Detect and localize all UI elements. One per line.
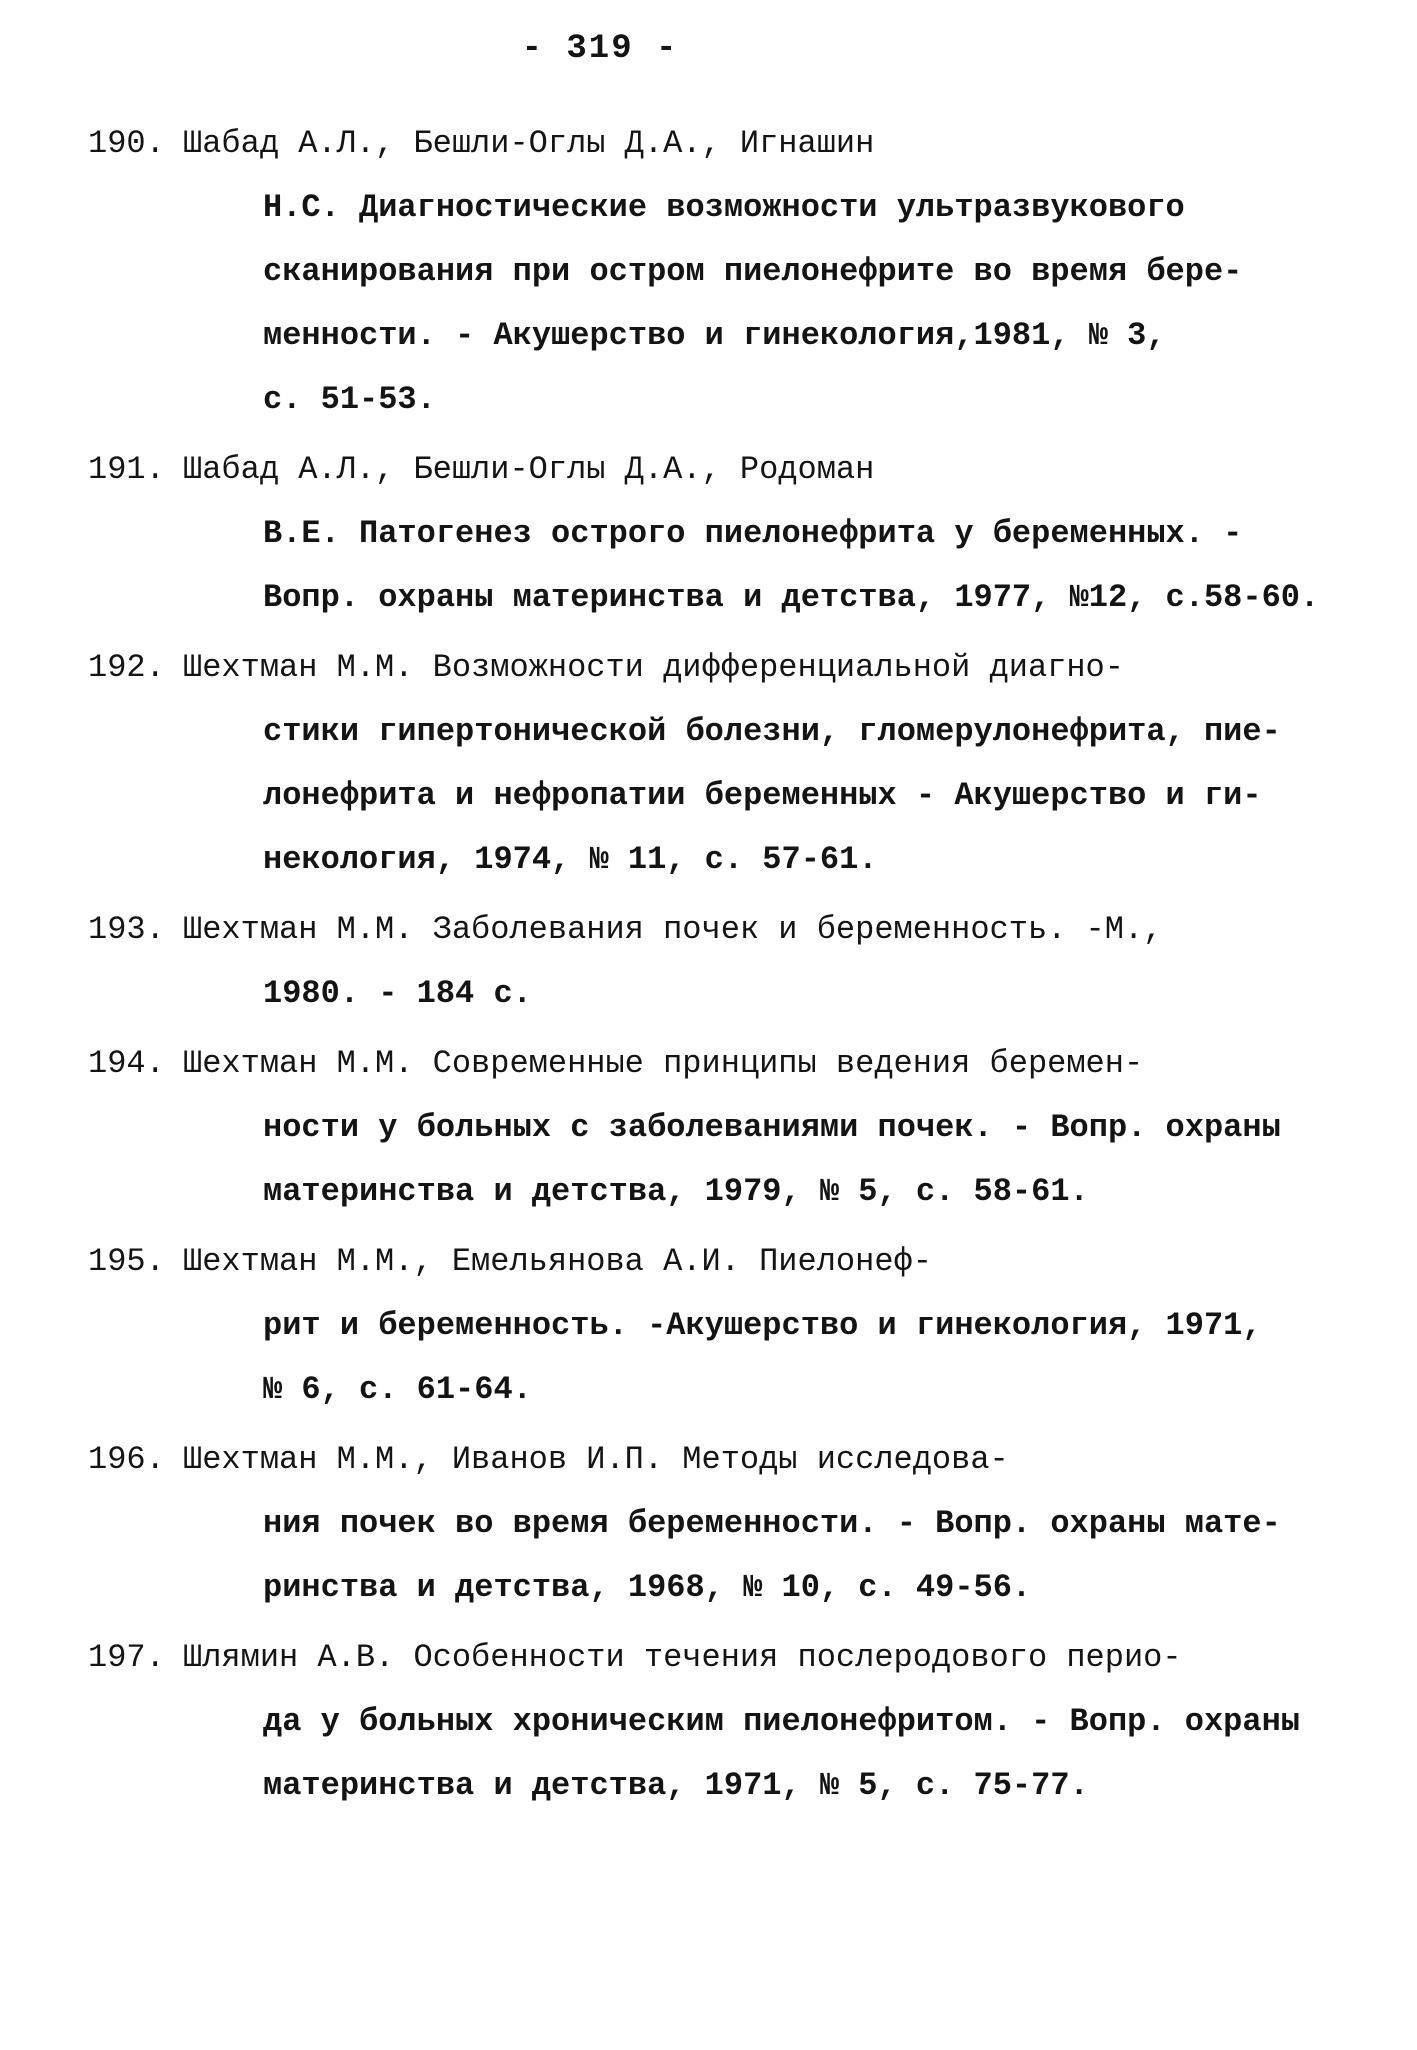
entry-number: 193. xyxy=(88,911,165,948)
bibliography-list xyxy=(0,112,1417,1824)
entry-line: да у больных хроническим пиелонефритом. - Вопр. охраны xyxy=(263,1703,1300,1740)
entry-line: материнства и детства, 1971, № 5, с. 75-77. xyxy=(263,1767,1089,1804)
bibliography-entry-190 xyxy=(0,112,1417,432)
entry-line: ринства и детства, 1968, № 10, с. 49-56. xyxy=(263,1569,1032,1606)
entry-number: 196. xyxy=(88,1441,165,1478)
entry-number: 195. xyxy=(88,1243,165,1280)
entry-line: Шехтман М.М. Возможности дифференциальной диагно- xyxy=(183,649,1124,686)
entry-line: ния почек во время беременности. - Вопр. охраны мате- xyxy=(263,1505,1281,1542)
entry-number: 192. xyxy=(88,649,165,686)
entry-line: Шехтман М.М. Заболевания почек и беременность. -М., xyxy=(183,911,1163,948)
bibliography-entry-193 xyxy=(0,898,1417,1026)
page-number: - 319 - xyxy=(521,30,679,68)
entry-line: В.Е. Патогенез острого пиелонефрита у беременных. - xyxy=(263,515,1243,552)
entry-line: Шабад А.Л., Бешли-Оглы Д.А., Родоман xyxy=(183,451,875,488)
bibliography-entry-191 xyxy=(0,438,1417,630)
entry-number: 194. xyxy=(88,1045,165,1082)
bibliography-entry-197 xyxy=(0,1626,1417,1818)
entry-line: № 6, с. 61-64. xyxy=(263,1371,532,1408)
entry-line: стики гипертонической болезни, гломерулонефрита, пие- xyxy=(263,713,1281,750)
entry-line: Шехтман М.М. Современные принципы ведения беремен- xyxy=(183,1045,1144,1082)
entry-line: сканирования при остром пиелонефрите во время бере- xyxy=(263,253,1243,290)
entry-line: Шабад А.Л., Бешли-Оглы Д.А., Игнашин xyxy=(183,125,875,162)
bibliography-entry-194 xyxy=(0,1032,1417,1224)
entry-line: ности у больных с заболеваниями почек. - Вопр. охраны xyxy=(263,1109,1281,1146)
entry-line: с. 51-53. xyxy=(263,381,436,418)
entry-line: некология, 1974, № 11, с. 57-61. xyxy=(263,841,878,878)
entry-line: Н.С. Диагностические возможности ультразвукового xyxy=(263,189,1185,226)
entry-number: 190. xyxy=(88,125,165,162)
entry-line: Шехтман М.М., Емельянова А.И. Пиелонеф- xyxy=(183,1243,932,1280)
entry-line: менности. - Акушерство и гинекология,1981, № 3, xyxy=(263,317,1166,354)
entry-line: Вопр. охраны материнства и детства, 1977, №12, с.58-60. xyxy=(263,579,1320,616)
bibliography-entry-196 xyxy=(0,1428,1417,1620)
entry-number: 197. xyxy=(88,1639,165,1676)
entry-line: материнства и детства, 1979, № 5, с. 58-61. xyxy=(263,1173,1089,1210)
entry-number: 191. xyxy=(88,451,165,488)
entry-line: 1980. - 184 с. xyxy=(263,975,532,1012)
bibliography-entry-192 xyxy=(0,636,1417,892)
entry-line: рит и беременность. -Акушерство и гинекология, 1971, xyxy=(263,1307,1262,1344)
entry-line: Шлямин А.В. Особенности течения послеродового перио- xyxy=(183,1639,1182,1676)
entry-line: Шехтман М.М., Иванов И.П. Методы исследова- xyxy=(183,1441,1009,1478)
bibliography-entry-195 xyxy=(0,1230,1417,1422)
entry-line: лонефрита и нефропатии беременных - Акушерство и ги- xyxy=(263,777,1262,814)
